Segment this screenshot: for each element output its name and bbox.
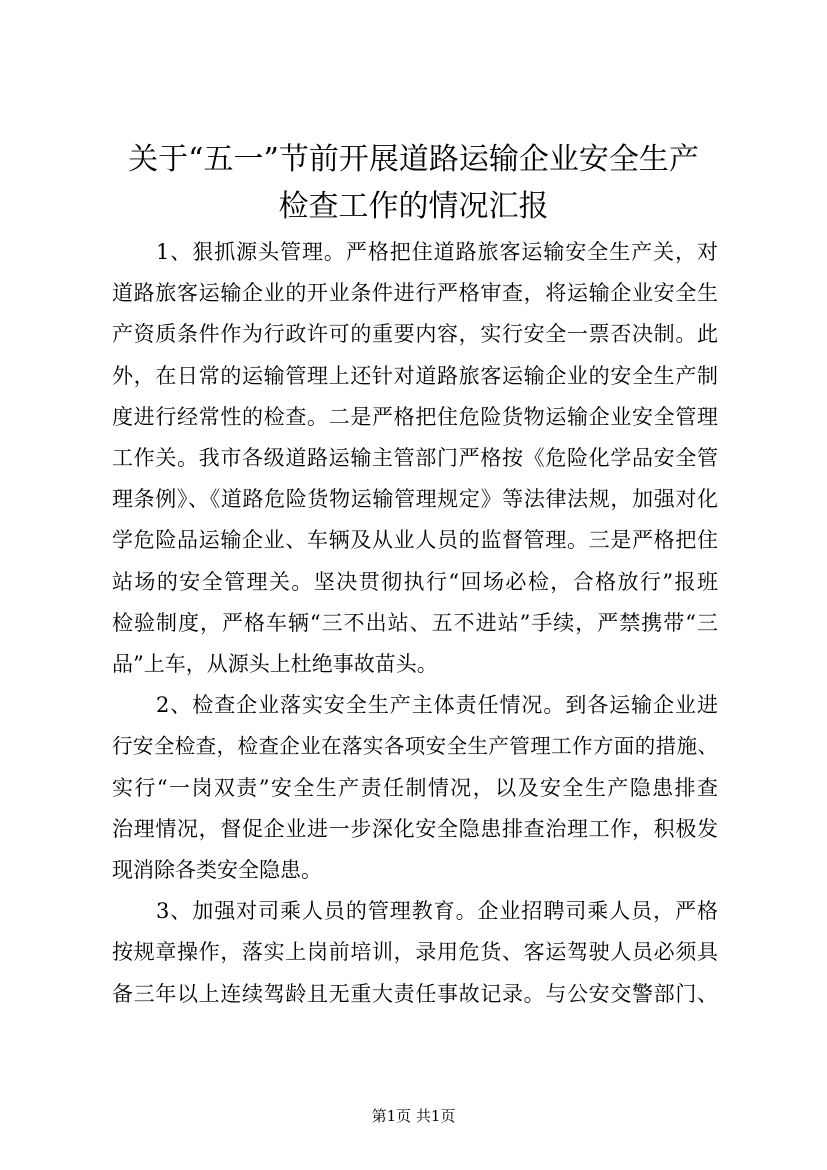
page-footer: 第1页 共1页 <box>371 1107 456 1125</box>
body-line: 行安全检查，检查企业在落实各项安全生产管理工作方面的措施、 <box>112 734 718 758</box>
body-line: 品”上车，从源头上杜绝事故苗头。 <box>112 652 438 676</box>
document-title-line-1: 关于“五一”节前开展道路运输企业安全生产 <box>128 142 699 177</box>
body-line: 站场的安全管理关。坚决贯彻执行“回场必检，合格放行”报班 <box>112 570 718 594</box>
body-line: 外，在日常的运输管理上还针对道路旅客运输企业的安全生产制 <box>112 364 718 388</box>
body-line: 理条例》、《道路危险货物运输管理规定》等法律法规，加强对化 <box>112 487 718 511</box>
document-title-line-2: 检查工作的情况汇报 <box>278 189 549 224</box>
body-line: 度进行经常性的检查。二是严格把住危险货物运输企业安全管理 <box>112 405 718 429</box>
body-line: 工作关。我市各级道路运输主管部门严格按《危险化学品安全管 <box>112 446 718 470</box>
body-line: 道路旅客运输企业的开业条件进行严格审查，将运输企业安全生 <box>112 281 718 305</box>
body-line: 产资质条件作为行政许可的重要内容，实行安全一票否决制。此 <box>112 322 718 346</box>
body-line: 现消除各类安全隐患。 <box>112 858 322 882</box>
body-line: 实行“一岗双责”安全生产责任制情况，以及安全生产隐患排查 <box>112 776 718 800</box>
body-line: 按规章操作，落实上岗前培训，录用危货、客运驾驶人员必须具 <box>112 940 718 964</box>
body-line: 治理情况，督促企业进一步深化安全隐患排查治理工作，积极发 <box>112 817 718 841</box>
body-line: 学危险品运输企业、车辆及从业人员的监督管理。三是严格把住 <box>112 528 718 552</box>
body-line: 3、加强对司乘人员的管理教育。企业招聘司乘人员，严格 <box>156 899 718 923</box>
body-line: 检验制度，严格车辆“三不出站、五不进站”手续，严禁携带“三 <box>112 611 718 635</box>
body-line: 1、狠抓源头管理。严格把住道路旅客运输安全生产关，对 <box>156 240 718 264</box>
body-line: 2、检查企业落实安全生产主体责任情况。到各运输企业进 <box>156 693 718 717</box>
body-line: 备三年以上连续驾龄且无重大责任事故记录。与公安交警部门、 <box>112 982 718 1006</box>
